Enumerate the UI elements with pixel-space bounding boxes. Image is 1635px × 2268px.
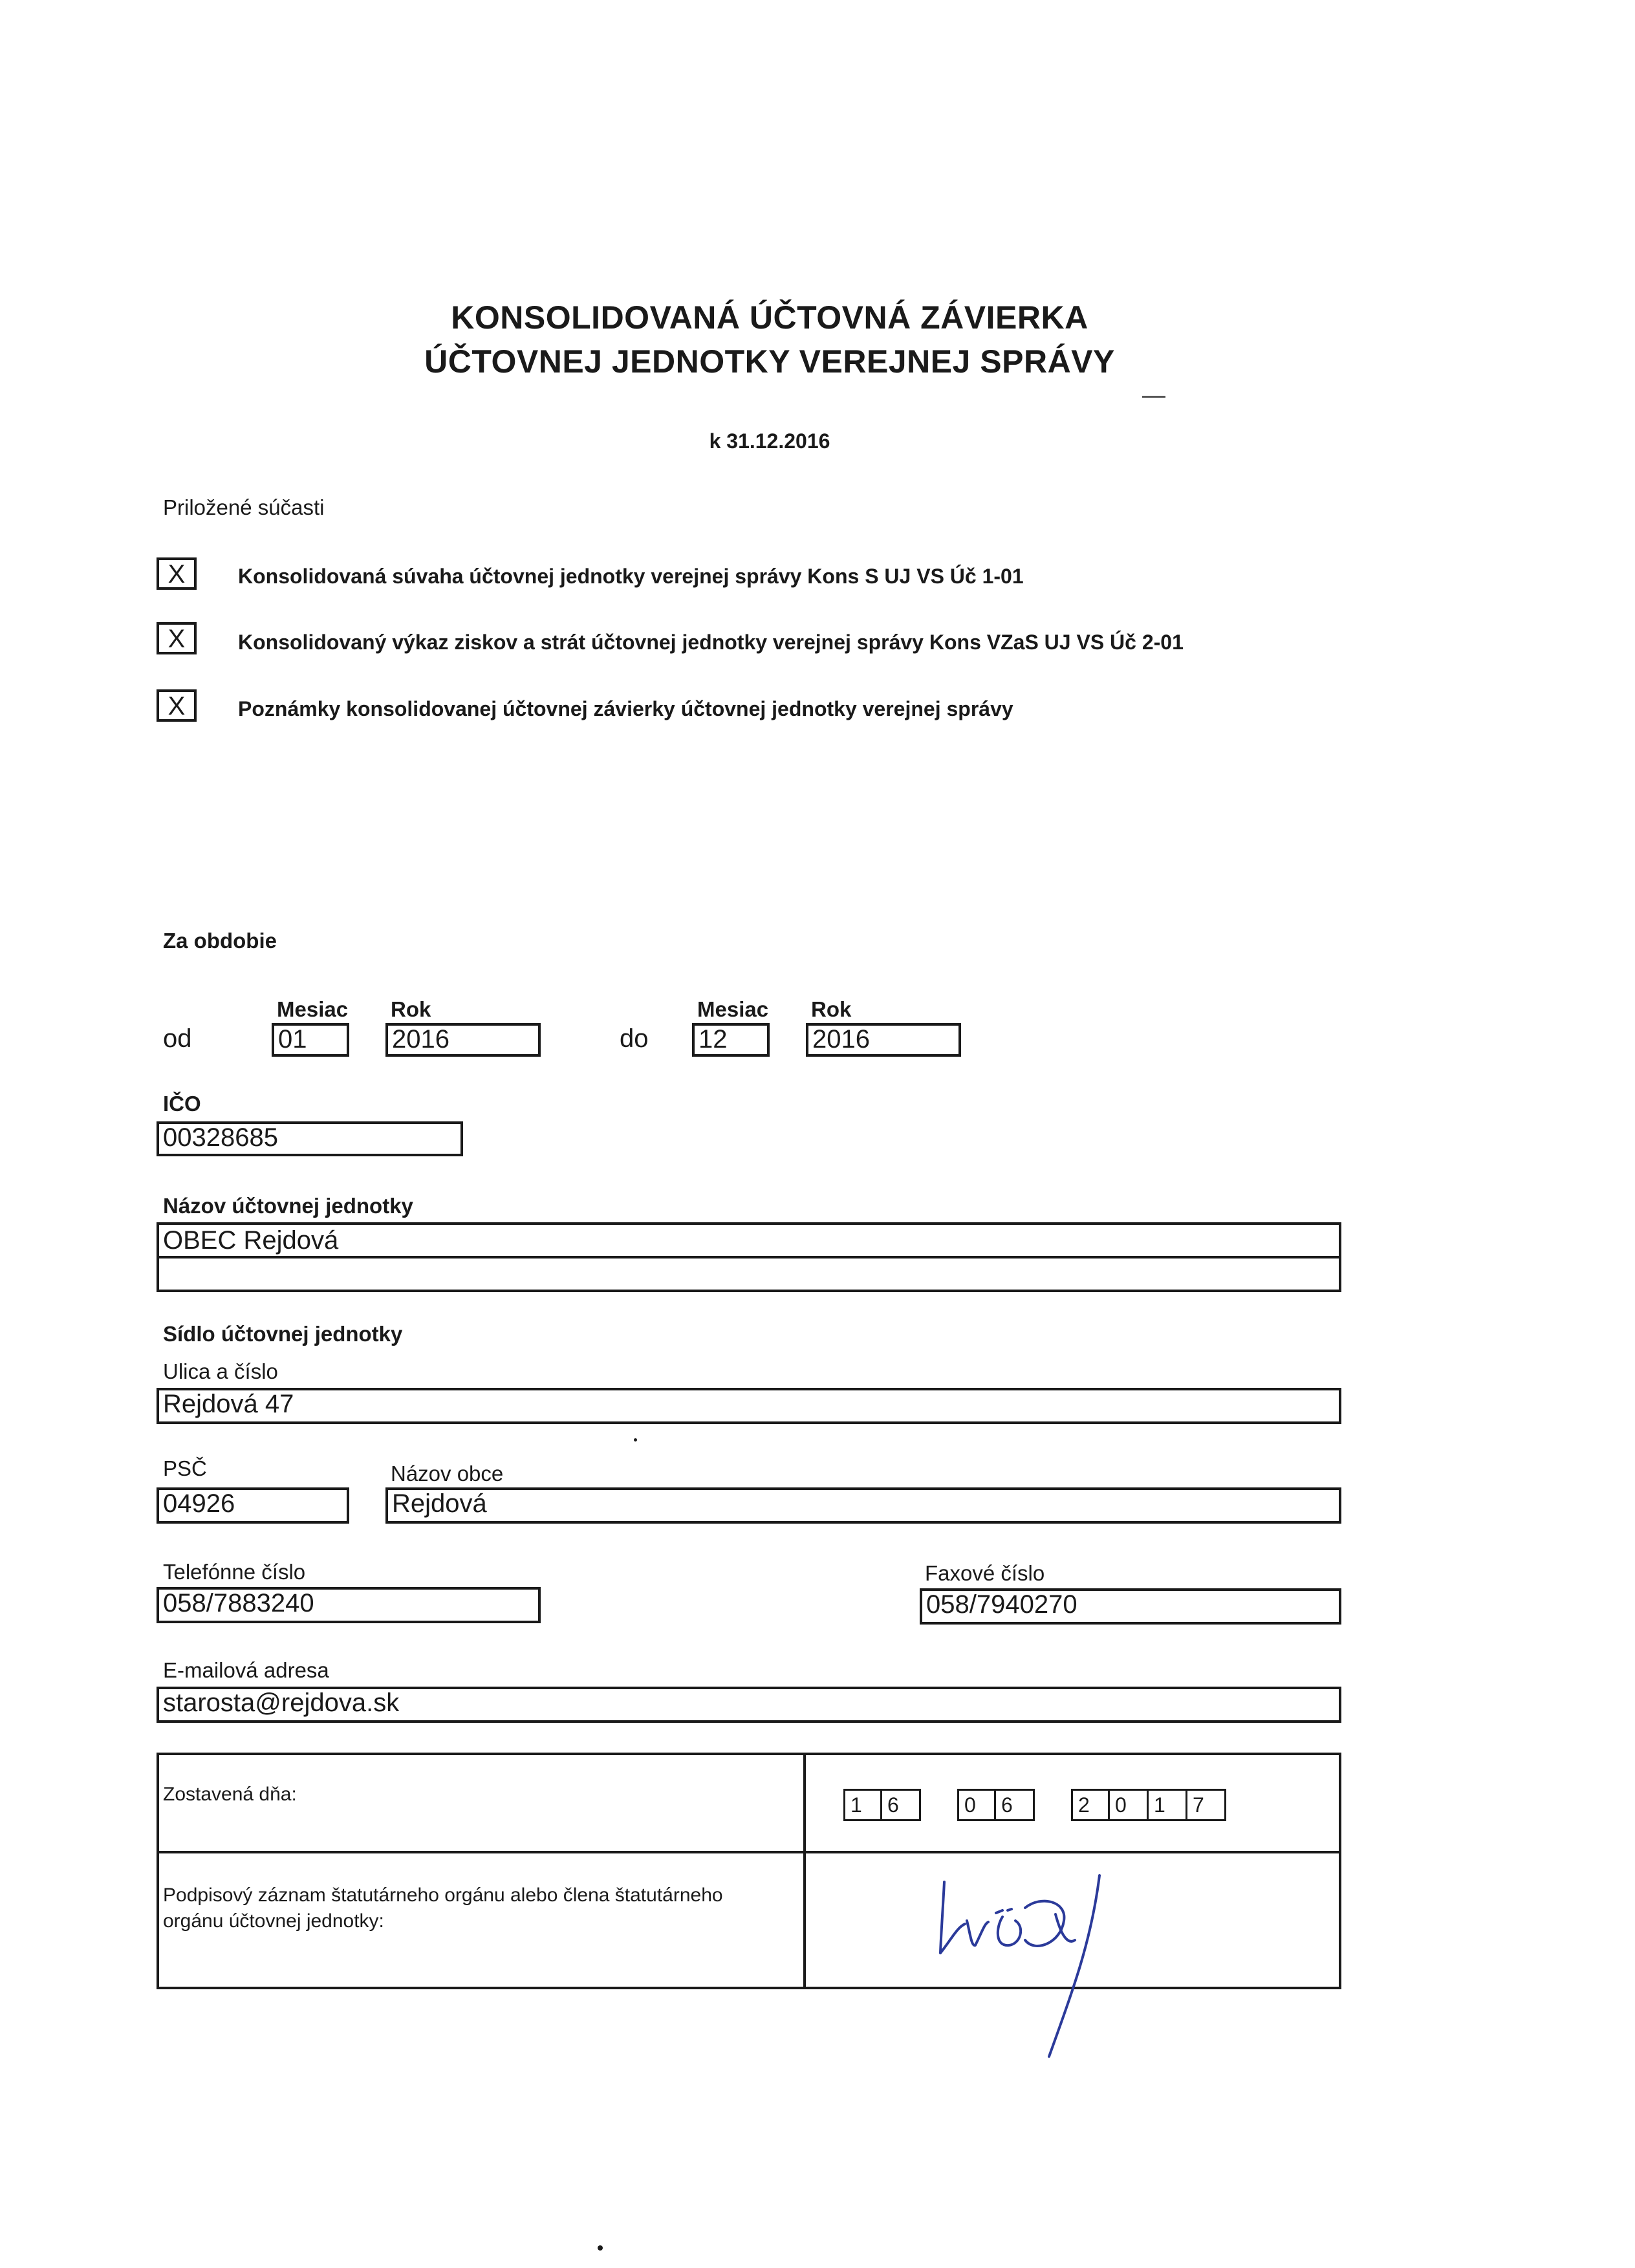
attachment-item-1: Konsolidovaná súvaha účtovnej jednotky verejnej správy Kons S UJ VS Úč 1-01 (238, 565, 1024, 588)
from-year-field[interactable]: 2016 (385, 1023, 541, 1057)
phone-field[interactable]: 058/7883240 (157, 1587, 541, 1623)
attachment-item-3: Poznámky konsolidovanej účtovnej závierky účtovnej jednotky verejnej správy (238, 697, 1013, 720)
email-field[interactable]: starosta@rejdova.sk (157, 1687, 1341, 1723)
from-month-label: Mesiac (277, 997, 349, 1021)
checkbox-mark: X (168, 560, 186, 589)
from-year-label: Rok (391, 997, 431, 1021)
email-label: E-mailová adresa (163, 1658, 329, 1682)
to-year-field[interactable]: 2016 (806, 1023, 961, 1057)
compiled-year[interactable] (1071, 1789, 1226, 1821)
entity-name-line1: OBEC Rejdová (163, 1226, 339, 1255)
street-label: Ulica a číslo (163, 1359, 278, 1383)
seat-label: Sídlo účtovnej jednotky (163, 1322, 403, 1346)
compiled-day[interactable] (843, 1789, 921, 1821)
to-month-field[interactable]: 12 (692, 1023, 770, 1057)
attachment-checkbox-3[interactable] (157, 689, 197, 722)
psc-label: PSČ (163, 1456, 207, 1480)
attachments-label: Priložené súčasti (163, 495, 325, 519)
signature-table (157, 1753, 1341, 1989)
to-month-label: Mesiac (697, 997, 769, 1021)
phone-label: Telefónne číslo (163, 1560, 306, 1584)
scan-speck (598, 2245, 603, 2251)
document-title-line1: KONSOLIDOVANÁ ÚČTOVNÁ ZÁVIERKA (451, 299, 1088, 336)
to-label: do (620, 1024, 649, 1053)
street-field[interactable]: Rejdová 47 (157, 1388, 1341, 1424)
digit-cell: 1 (843, 1789, 882, 1821)
compiled-date-label: Zostavená dňa: (163, 1784, 297, 1805)
digit-cell: 6 (996, 1789, 1035, 1821)
checkbox-mark: X (168, 625, 186, 653)
digit-cell: 6 (882, 1789, 921, 1821)
document-title-line2: ÚČTOVNEJ JEDNOTKY VEREJNEJ SPRÁVY (424, 343, 1115, 380)
checkbox-mark: X (168, 692, 186, 720)
digit-cell: 2 (1071, 1789, 1110, 1821)
report-date: k 31.12.2016 (709, 429, 830, 453)
attachment-item-2: Konsolidovaný výkaz ziskov a strát účtovnej jednotky verejnej správy Kons VZaS UJ VS Úč 2-01 (238, 631, 1184, 654)
from-month-field[interactable]: 01 (272, 1023, 349, 1057)
town-field[interactable]: Rejdová (385, 1487, 1341, 1524)
digit-cell: 0 (1110, 1789, 1149, 1821)
scan-speck (634, 1438, 637, 1442)
signature-label-line2: orgánu účtovnej jednotky: (163, 1910, 384, 1932)
attachment-checkbox-2[interactable] (157, 622, 197, 654)
fax-field[interactable]: 058/7940270 (920, 1588, 1341, 1625)
digit-cell: 1 (1149, 1789, 1187, 1821)
signature-table-vdivider (803, 1753, 806, 1989)
fax-label: Faxové číslo (925, 1561, 1045, 1585)
signature-label-line1: Podpisový záznam štatutárneho orgánu alebo člena štatutárneho (163, 1885, 723, 1906)
to-year-label: Rok (811, 997, 852, 1021)
compiled-month[interactable] (957, 1789, 1035, 1821)
town-label: Názov obce (391, 1462, 504, 1485)
signature-table-hdivider (157, 1851, 1341, 1853)
entity-name-divider (157, 1256, 1341, 1258)
ico-label: IČO (163, 1092, 201, 1116)
from-label: od (163, 1024, 192, 1053)
entity-name-label: Názov účtovnej jednotky (163, 1194, 413, 1218)
attachment-checkbox-1[interactable] (157, 557, 197, 590)
scan-mark (1142, 396, 1165, 398)
digit-cell: 0 (957, 1789, 996, 1821)
ico-field[interactable]: 00328685 (157, 1121, 463, 1156)
digit-cell: 7 (1187, 1789, 1226, 1821)
psc-field[interactable]: 04926 (157, 1487, 349, 1524)
handwritten-signature (905, 1863, 1151, 2069)
period-label: Za obdobie (163, 929, 277, 953)
